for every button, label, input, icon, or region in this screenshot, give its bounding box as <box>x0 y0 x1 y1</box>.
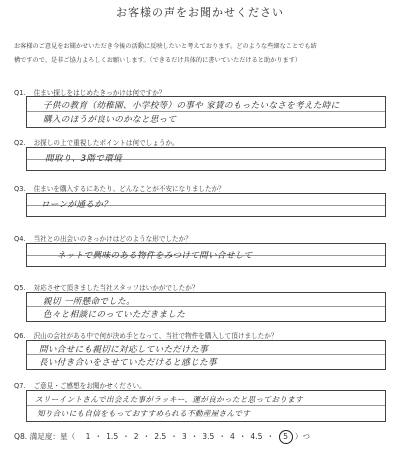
answer-box-7 <box>26 390 386 422</box>
question-number: Q2. <box>14 139 26 147</box>
question-text: 対応させて頂きました当社スタッフはいかがでしたか？ <box>33 284 199 292</box>
question-text: 住まい探しをはじめたきっかけは何ですか？ <box>33 89 166 97</box>
question-7 <box>14 380 146 390</box>
intro-text <box>14 40 388 68</box>
answer-line: スリーイントさんで出会えた事がラッキー、運が良かったと思っております <box>35 395 303 404</box>
answer-line: ローンが通るか？ <box>41 200 112 210</box>
question-number: Q4. <box>14 235 26 243</box>
question-number: Q5. <box>14 284 26 292</box>
question-4 <box>14 233 192 243</box>
question-6 <box>14 330 277 340</box>
intro-line: 構ですので、是非ご協力よろしくお願いします。（できるだけ具体的に書いていただけると助かります） <box>14 57 302 64</box>
intro-line: お客様のご意見をお聞かせいただき今後の活動に反映したいと考えております。どのような些細なことでも結 <box>14 43 317 50</box>
rating-separator: ・ <box>122 432 130 441</box>
question-5 <box>14 282 198 292</box>
answer-line: 間取り、3階で環境 <box>45 154 122 164</box>
question-3 <box>14 183 225 193</box>
rating-separator: ・ <box>170 432 178 441</box>
rating-option: 3.5 <box>202 432 215 441</box>
answer-line: 購入のほうが良いのかなと思って <box>43 115 177 125</box>
answer-line: 問い合せにも親切に対応していただけた事 <box>39 345 208 355</box>
question-2 <box>14 137 179 147</box>
rating-label: 満足度：星（ <box>29 432 76 441</box>
rating-selected: 5 <box>279 430 293 444</box>
answer-box-1 <box>26 96 386 128</box>
rating-option: 1 <box>85 432 91 441</box>
rating-separator: ・ <box>190 432 199 441</box>
question-text: 当社との出会いのきっかけはどのような形でしたか？ <box>33 235 192 243</box>
rating-option: 1.5 <box>106 432 119 441</box>
rating-separator: ・ <box>266 432 275 441</box>
rating-separator: ・ <box>238 432 247 441</box>
answer-line: 色々と相談にのっていただきました <box>43 310 186 320</box>
question-number: Q7. <box>14 382 26 390</box>
rating-option: 2.5 <box>154 432 167 441</box>
question-number: Q6. <box>14 332 26 340</box>
answer-box-4 <box>26 243 386 267</box>
rating-options <box>84 432 276 441</box>
answer-line: 知り合いにも自信をもっておすすめられる不動産屋さんです <box>37 409 251 418</box>
question-text: ご意見・ご感想をお聞かせください。 <box>33 382 146 390</box>
answer-line: 親切 一所懸命でした。 <box>43 297 135 307</box>
answer-line: 長い付き合いをさせていただけると感じた事 <box>39 358 217 368</box>
rating-separator: ・ <box>94 432 103 441</box>
question-number: Q3. <box>14 185 26 193</box>
question-number: Q1. <box>14 89 26 97</box>
question-text: 住まいを購入するにあたり、どんなことが不安になりましたか？ <box>33 185 225 193</box>
question-text: お探しの上で重視したポイントは何でしょうか。 <box>33 139 179 147</box>
rating-option: 4 <box>229 432 235 441</box>
rating-option: 4.5 <box>250 432 263 441</box>
answer-line: ネットで興味のある物件をみつけて問い合せして <box>57 251 253 261</box>
satisfaction-rating <box>14 430 310 444</box>
answer-line: 子供の教育（幼稚園、小学校等）の事や 家賃のもったいなさを考えた時に <box>43 101 340 111</box>
rating-separator: ・ <box>218 432 226 441</box>
rating-suffix: ）つ <box>294 432 311 441</box>
question-text: 沢山の会社がある中で何が決め手となって、当社で物件を購入して頂けましたか？ <box>33 332 278 340</box>
question-number: Q8. <box>14 432 28 441</box>
rating-option: 2 <box>133 432 139 441</box>
form-title: お客様の声をお聞かせください <box>116 6 284 19</box>
answer-box-3 <box>26 193 386 217</box>
answer-box-6 <box>26 340 386 370</box>
rating-option: 3 <box>181 432 187 441</box>
rating-separator: ・ <box>142 432 151 441</box>
answer-box-2 <box>26 147 386 171</box>
answer-box-5 <box>26 292 386 322</box>
